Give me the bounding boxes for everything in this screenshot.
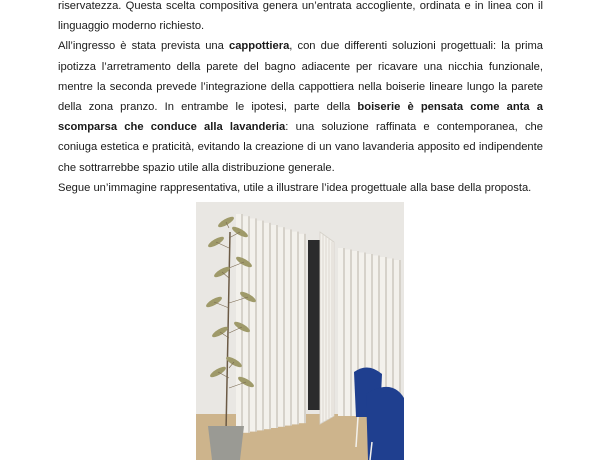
boiserie-slat xyxy=(264,223,269,429)
boiserie-slat xyxy=(292,232,297,425)
bold-phrase: cappottiera xyxy=(228,40,290,53)
plant-pot xyxy=(208,426,244,460)
slat-shadow xyxy=(248,216,250,433)
slat-shadow xyxy=(262,221,264,431)
slat-shadow xyxy=(283,227,285,427)
boiserie-slat xyxy=(278,227,283,427)
boiserie-slat xyxy=(338,248,343,416)
slat-shadow xyxy=(290,229,292,425)
boiserie-slat xyxy=(285,229,290,425)
slat-shadow xyxy=(343,248,345,416)
text-run: All’ingresso è stata prevista una xyxy=(58,40,229,53)
boiserie-slat xyxy=(345,250,350,417)
slat-shadow xyxy=(297,232,299,425)
text-run: Segue un’immagine rappresentativa, utile a illustrare l’idea progettuale alla base della proposta. xyxy=(58,181,532,194)
slat-shadow xyxy=(304,234,306,423)
body-text xyxy=(58,0,543,198)
text-run: riservatezza. Questa scelta compositiva genera un’entrata accogliente, ordinata e in linea con il linguaggio moderno richiesto. xyxy=(58,0,543,33)
boiserie-slat xyxy=(257,221,262,431)
boiserie-slat xyxy=(250,218,255,431)
representative-photo xyxy=(196,202,404,460)
boiserie-panel-left xyxy=(236,214,306,434)
boiserie-open-door-panel xyxy=(320,232,334,424)
slat-shadow xyxy=(269,223,271,429)
slat-shadow xyxy=(276,225,278,428)
bold-phrase: boiserie è pensata come anta a scomparsa che conduce alla lavanderia xyxy=(58,101,543,134)
slat-shadow xyxy=(350,250,352,417)
paragraph-cappottiera xyxy=(58,36,543,177)
boiserie-slat xyxy=(299,234,304,423)
slat-shadow xyxy=(255,218,257,431)
text-run: , con due differenti soluzioni progettuali: la prima ipotizza l’arretramento della parete del bagno adiacente per ricavare una nicchia funzionale, mentre la seconda prevede l’integrazione della cappottiera nella boiserie lineare lungo la parete della zona pranzo. In entrambe le ipotesi, parte della xyxy=(58,40,544,114)
boiserie-slat xyxy=(243,216,248,433)
paragraph-image-intro xyxy=(58,178,543,198)
text-run: : una soluzione raffinata e contemporanea, che coniuga estetica e praticità, evitando la creazione di un vano lavanderia apposito ed indipendente che sottrarrebbe spazio utile alla distribuzione generale. xyxy=(58,121,543,174)
boiserie-slat xyxy=(271,225,276,428)
paragraph-intro xyxy=(58,0,543,36)
photo-illustration xyxy=(196,202,404,460)
